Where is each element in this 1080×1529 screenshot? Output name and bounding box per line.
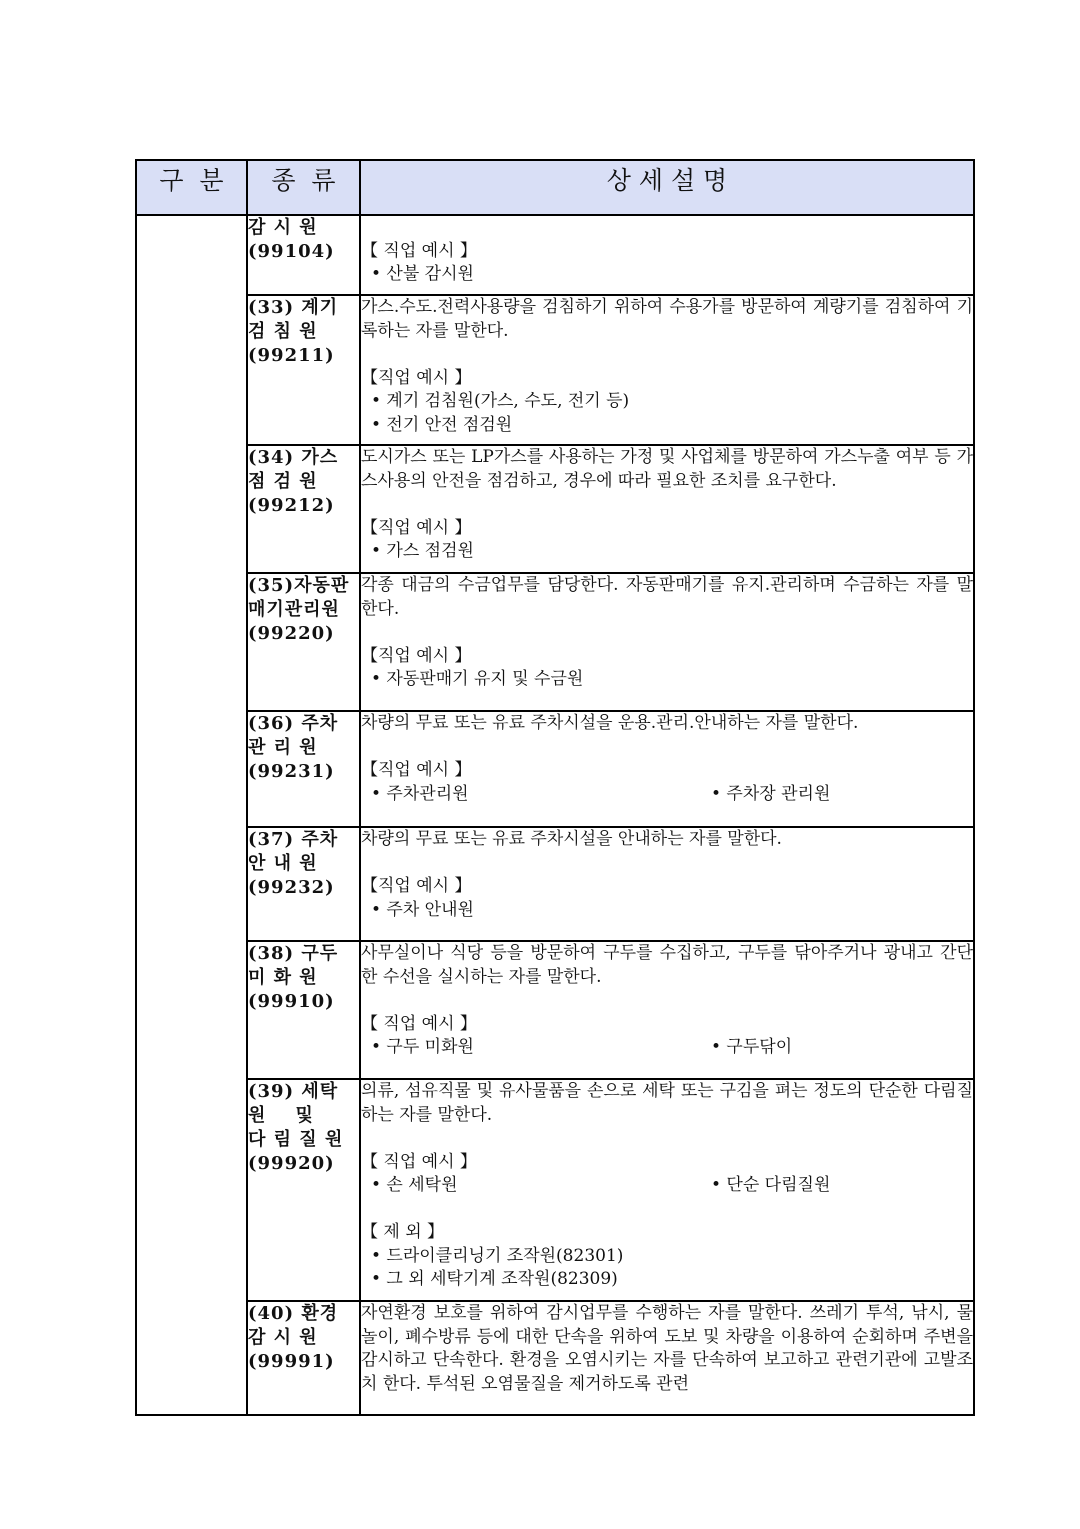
kind-label-line: 매기관리원 (248, 599, 340, 620)
description-cell (360, 827, 974, 941)
table-row (136, 573, 974, 711)
kind-cell (247, 1301, 360, 1415)
example-label: 【직업 예시 】 (361, 645, 472, 666)
spacer (361, 493, 973, 517)
spacer (361, 1198, 973, 1222)
example-label: 【 직업 예시 】 (361, 240, 477, 261)
kind-label-line: (38) 구두 (248, 943, 339, 964)
spacer (361, 989, 973, 1013)
table-row (136, 215, 974, 295)
description-cell (360, 295, 974, 445)
kind-label-line: 원 및 (248, 1105, 314, 1126)
kind-label-line: (99991) (248, 1351, 335, 1372)
example-label: 【직업 예시 】 (361, 517, 472, 538)
example-item: • 계기 검침원(가스, 수도, 전기 등) (371, 391, 630, 411)
description-cell (360, 445, 974, 573)
kind-label-line: (36) 주차 (248, 713, 339, 734)
kind-label-line: 다 림 질 원 (248, 1129, 344, 1150)
description-text: 도시가스 또는 LP가스를 사용하는 가정 및 사업체를 방문하여 가스누출 여부 등 가스사용의 안전을 점검하고, 경우에 따라 필요한 조치를 요구한다. (361, 447, 973, 491)
kind-label-line: (40) 환경 (248, 1303, 339, 1324)
kind-label-line: 감 시 원 (248, 1327, 318, 1348)
kind-label-line: 관 리 원 (248, 737, 318, 758)
kind-cell (247, 711, 360, 827)
kind-label-line: (99220) (248, 623, 335, 644)
table-row (136, 1079, 974, 1301)
description-text: 자연환경 보호를 위하여 감시업무를 수행하는 자를 말한다. 쓰레기 투석, 낚시, 물놀이, 폐수방류 등에 대한 단속을 위하여 도보 및 차량을 이용하여 순회하며 주변을 감시하고 단속한다. 환경을 오염시키는 자를 단속하여 보고하고 관련기관에 고발조치 한다. 투석된 오염물질을 제거하도록 관련 (361, 1303, 973, 1394)
kind-cell (247, 445, 360, 573)
kind-label-line: (99212) (248, 495, 335, 516)
description-cell (360, 1301, 974, 1415)
description-cell (360, 215, 974, 295)
table-row (136, 941, 974, 1079)
kind-label-line: (99232) (248, 877, 335, 898)
spacer (361, 216, 973, 240)
kind-label-line: (99231) (248, 761, 335, 782)
kind-label-line: (35)자동판 (248, 575, 350, 596)
example-item: • 자동판매기 유지 및 수금원 (371, 669, 584, 689)
example-item: • 단순 다림질원 (711, 1175, 831, 1195)
kind-label-line: (99104) (248, 241, 335, 262)
exclude-label: 【 제 외 】 (361, 1222, 445, 1242)
kind-cell (247, 295, 360, 445)
header-category: 구 분 (136, 160, 247, 215)
description-text: 의류, 섬유직물 및 유사물품을 손으로 세탁 또는 구김을 펴는 정도의 단순한 다림질하는 자를 말한다. (361, 1081, 973, 1125)
example-item: • 구두닦이 (711, 1037, 793, 1057)
exclude-item: • 드라이클리닝기 조작원(82301) (371, 1245, 624, 1266)
spacer (361, 852, 973, 876)
spacer (361, 736, 973, 760)
example-label: 【 직업 예시 】 (361, 1013, 477, 1034)
example-label: 【직업 예시 】 (361, 367, 472, 388)
table-row (136, 711, 974, 827)
table-row (136, 1301, 974, 1415)
example-item: • 산불 감시원 (371, 264, 474, 284)
table-header-row (136, 160, 974, 215)
kind-cell (247, 827, 360, 941)
kind-label-line: 점 검 원 (248, 471, 318, 492)
description-text: 각종 대금의 수금업무를 담당한다. 자동판매기를 유지.관리하며 수금하는 자를 말한다. (361, 575, 973, 619)
kind-label-line: 미 화 원 (248, 967, 318, 988)
example-label: 【 직업 예시 】 (361, 1151, 477, 1172)
header-kind: 종 류 (247, 160, 360, 215)
description-cell (360, 1079, 974, 1301)
example-item: • 주차 안내원 (371, 899, 474, 920)
table-row (136, 295, 974, 445)
kind-label-line: (99910) (248, 991, 335, 1012)
example-item: • 주차관리원 (371, 783, 469, 804)
description-cell (360, 941, 974, 1079)
kind-label-line: 안 내 원 (248, 853, 318, 874)
table-row (136, 827, 974, 941)
example-item: • 손 세탁원 (371, 1175, 458, 1195)
spacer (361, 343, 973, 367)
spacer (361, 1127, 973, 1151)
example-item: • 구두 미화원 (371, 1037, 474, 1057)
exclude-item: • 그 외 세탁기계 조작원(82309) (371, 1269, 618, 1289)
description-text: 가스.수도.전력사용량을 검침하기 위하여 수용가를 방문하여 계량기를 검침하여 기록하는 자를 말한다. (361, 297, 973, 341)
example-label: 【직업 예시 】 (361, 760, 472, 780)
kind-label-line: (39) 세탁 (248, 1081, 339, 1102)
description-text: 사무실이나 식당 등을 방문하여 구두를 수집하고, 구두를 닦아주거나 광내고 간단한 수선을 실시하는 자를 말한다. (361, 943, 973, 987)
kind-cell (247, 941, 360, 1079)
example-item: • 주차장 관리원 (711, 783, 831, 804)
kind-cell (247, 215, 360, 295)
description-cell (360, 711, 974, 827)
kind-label-line: (99920) (248, 1153, 335, 1174)
kind-label-line: (37) 주차 (248, 829, 339, 850)
example-pair (361, 783, 973, 807)
kind-label-line: (33) 계기 (248, 297, 339, 318)
table-row (136, 445, 974, 573)
spacer (361, 621, 973, 645)
kind-label-line: (99211) (248, 345, 335, 366)
kind-cell (247, 1079, 360, 1301)
kind-label-line: 검 침 원 (248, 321, 318, 342)
example-pair (361, 1036, 973, 1060)
description-cell (360, 573, 974, 711)
description-text: 차량의 무료 또는 유료 주차시설을 운용.관리.안내하는 자를 말한다. (361, 713, 859, 733)
example-item: • 가스 점검원 (371, 541, 474, 561)
kind-cell (247, 573, 360, 711)
description-text: 차량의 무료 또는 유료 주차시설을 안내하는 자를 말한다. (361, 829, 782, 849)
kind-label-line: (34) 가스 (248, 447, 339, 468)
example-pair (361, 1174, 973, 1198)
job-classification-table (135, 159, 975, 1416)
example-label: 【직업 예시 】 (361, 876, 472, 896)
example-item: • 전기 안전 점검원 (371, 414, 513, 435)
header-description: 상 세 설 명 (360, 160, 974, 215)
category-cell (136, 215, 247, 1415)
kind-label-line: 감 시 원 (248, 217, 318, 238)
